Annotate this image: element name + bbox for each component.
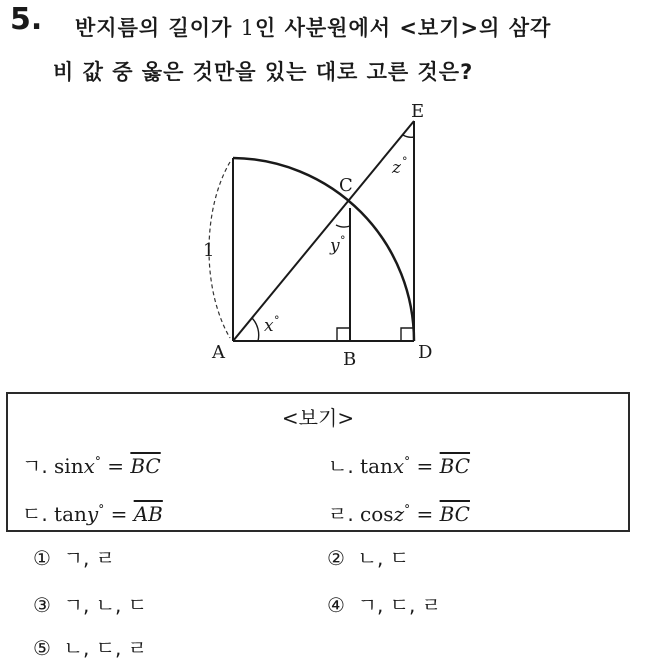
bogi-box	[6, 392, 630, 532]
statement-marker: ㄷ.	[22, 502, 48, 526]
statement-deg: °	[94, 454, 101, 469]
deg-mark-y: °	[340, 234, 346, 247]
choice-number: ⑤	[33, 636, 51, 660]
angle-arc-z	[403, 135, 414, 137]
segment-ae	[233, 121, 414, 341]
choice-text: ㄴ, ㄷ	[357, 546, 410, 570]
choice-number: ③	[33, 593, 51, 617]
question-number: 5.	[10, 2, 43, 37]
statement-fn: cos	[360, 502, 394, 526]
statement-var: z	[393, 502, 405, 526]
statement-marker: ㄹ.	[328, 502, 354, 526]
statement-giyeok	[22, 450, 161, 479]
statement-digeut	[22, 498, 163, 527]
quarter-circle-figure	[180, 100, 440, 380]
statement-rieul	[328, 498, 470, 527]
choice-5[interactable]	[33, 632, 147, 661]
label-angle-z: z	[392, 158, 401, 178]
angle-arc-x	[252, 318, 259, 341]
statement-var: y	[86, 502, 99, 526]
label-angle-y: y	[330, 236, 340, 256]
statement-var: x	[83, 454, 95, 478]
choice-number: ①	[33, 546, 51, 570]
angle-arc-y	[336, 225, 350, 227]
choice-text: ㄱ, ㄴ, ㄷ	[63, 593, 148, 617]
statement-marker: ㄴ.	[328, 454, 354, 478]
statement-var: x	[392, 454, 405, 478]
statement-segment: $\overline{BC}$	[439, 502, 470, 526]
label-d: D	[418, 342, 433, 363]
statement-fn: tan	[54, 502, 87, 526]
statement-nieun	[328, 450, 470, 479]
label-a: A	[212, 342, 225, 363]
question-line-2: 비 값 중 옳은 것만을 있는 대로 고른 것은?	[53, 60, 474, 84]
right-angle-d	[401, 328, 414, 341]
question-line-1	[75, 12, 551, 42]
bogi-title: <보기>	[281, 406, 355, 430]
statement-deg: °	[98, 502, 105, 517]
choice-text: ㄱ, ㄷ, ㄹ	[357, 593, 442, 617]
quarter-arc	[233, 158, 414, 341]
choice-number: ④	[327, 593, 345, 617]
statement-fn: sin	[54, 454, 84, 478]
question-radius-value: 1	[240, 16, 255, 40]
label-b: B	[343, 349, 357, 370]
statement-segment: $\overline{AB}$	[133, 502, 163, 526]
label-c: C	[339, 175, 353, 196]
right-angle-b	[337, 328, 350, 341]
statement-fn: tan	[360, 454, 393, 478]
label-e: E	[411, 101, 425, 122]
choice-text: ㄱ, ㄹ	[63, 546, 116, 570]
choice-1[interactable]	[33, 542, 115, 571]
choice-3[interactable]	[33, 589, 147, 618]
choice-text: ㄴ, ㄷ, ㄹ	[63, 636, 148, 660]
statement-eq: =	[107, 454, 124, 478]
statement-segment: $\overline{BC}$	[130, 454, 161, 478]
statement-deg: °	[404, 502, 411, 517]
choice-number: ②	[327, 546, 345, 570]
deg-mark-z: °	[402, 155, 408, 168]
question-line-1a: 반지름의 길이가	[75, 16, 241, 40]
choice-2[interactable]	[327, 542, 409, 571]
statement-eq: =	[416, 454, 434, 478]
deg-mark-x: °	[274, 314, 280, 327]
statement-deg: °	[404, 454, 411, 469]
statement-eq: =	[416, 502, 434, 526]
statement-segment: $\overline{BC}$	[439, 454, 471, 478]
statement-marker: ㄱ.	[22, 454, 48, 478]
label-angle-x: x	[264, 316, 274, 336]
choice-4[interactable]	[327, 589, 441, 618]
question-line-1b: 인 사분원에서 <보기>의 삼각	[255, 16, 552, 40]
statement-eq: =	[110, 502, 128, 526]
label-radius: 1	[203, 240, 215, 261]
